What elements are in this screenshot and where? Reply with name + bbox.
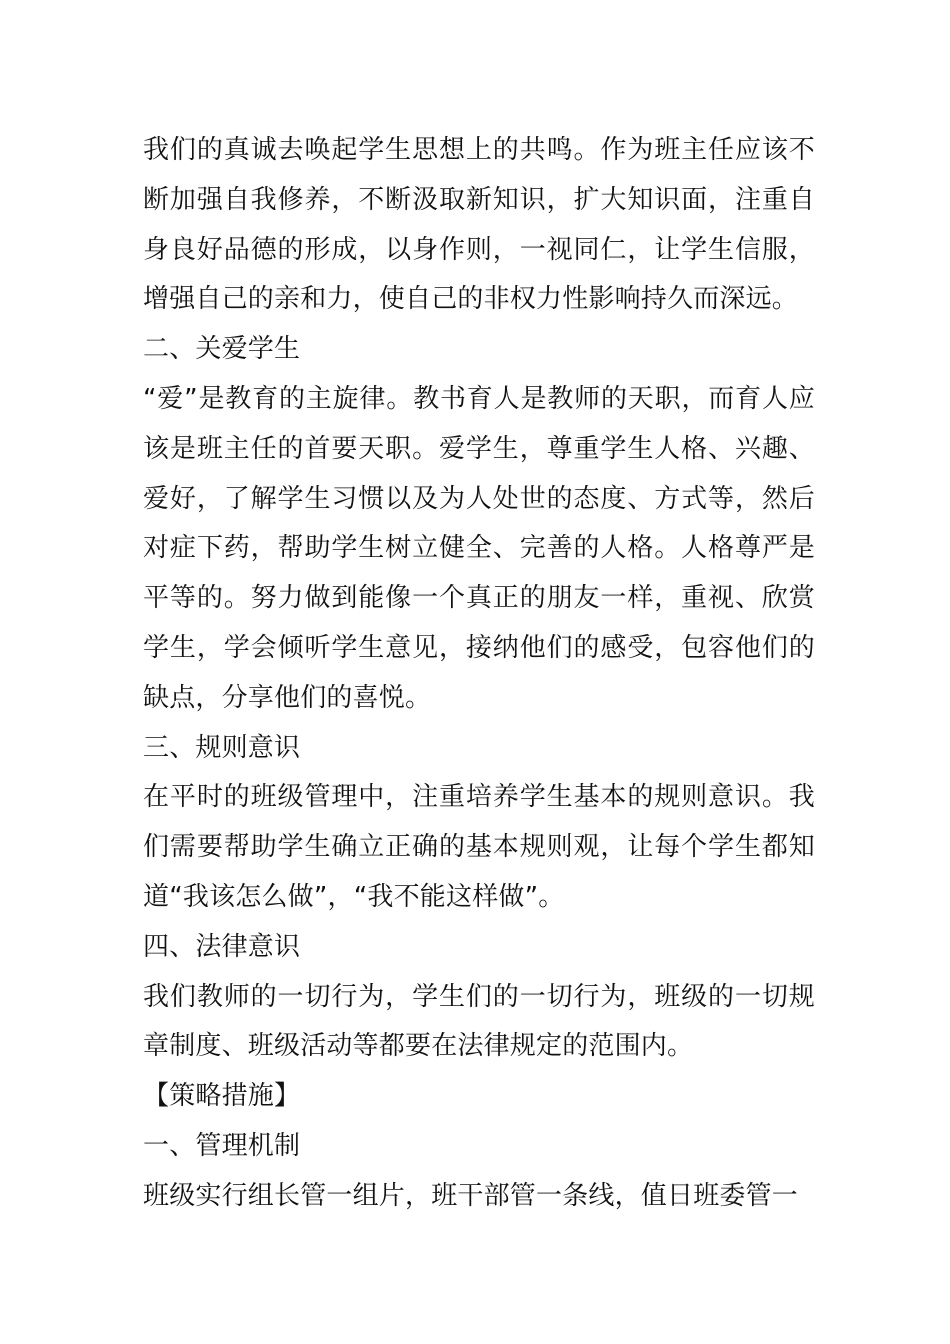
paragraph-intro: 我们的真诚去唤起学生思想上的共鸣。作为班主任应该不断加强自我修养，不断汲取新知识，扩大知识面，注重自身良好品德的形成，以身作则，一视同仁，让学生信服，增强自己的亲和力，使自己的非权力性影响持久而深远。 bbox=[143, 135, 815, 315]
paragraph-legal-awareness: 我们教师的一切行为，学生们的一切行为，班级的一切规章制度、班级活动等都要在法律规定的范围内。 bbox=[143, 981, 815, 1062]
paragraph-care-students: “爱”是教育的主旋律。教书育人是教师的天职，而育人应该是班主任的首要天职。爱学生，尊重学生人格、兴趣、爱好，了解学生习惯以及为人处世的态度、方式等，然后对症下药，帮助学生树立健全、完善的人格。人格尊严是平等的。努力做到能像一个真正的朋友一样，重视、欣赏学生，学会倾听学生意见，接纳他们的感受，包容他们的缺点，分享他们的喜悦。 bbox=[143, 383, 815, 713]
paragraph-management: 班级实行组长管一组片，班干部管一条线，值日班委管一 bbox=[143, 1180, 799, 1211]
document-body bbox=[143, 126, 815, 1222]
section-heading-care-students: 二、关爱学生 bbox=[143, 334, 301, 365]
section-heading-rule-awareness: 三、规则意识 bbox=[143, 732, 301, 763]
paragraph-rule-awareness: 在平时的班级管理中，注重培养学生基本的规则意识。我们需要帮助学生确立正确的基本规则观，让每个学生都知道“我该怎么做”，“我不能这样做”。 bbox=[143, 782, 815, 912]
section-heading-management: 一、管理机制 bbox=[143, 1130, 301, 1161]
section-heading-strategy: 【策略措施】 bbox=[143, 1081, 301, 1112]
section-heading-legal-awareness: 四、法律意识 bbox=[143, 931, 301, 962]
